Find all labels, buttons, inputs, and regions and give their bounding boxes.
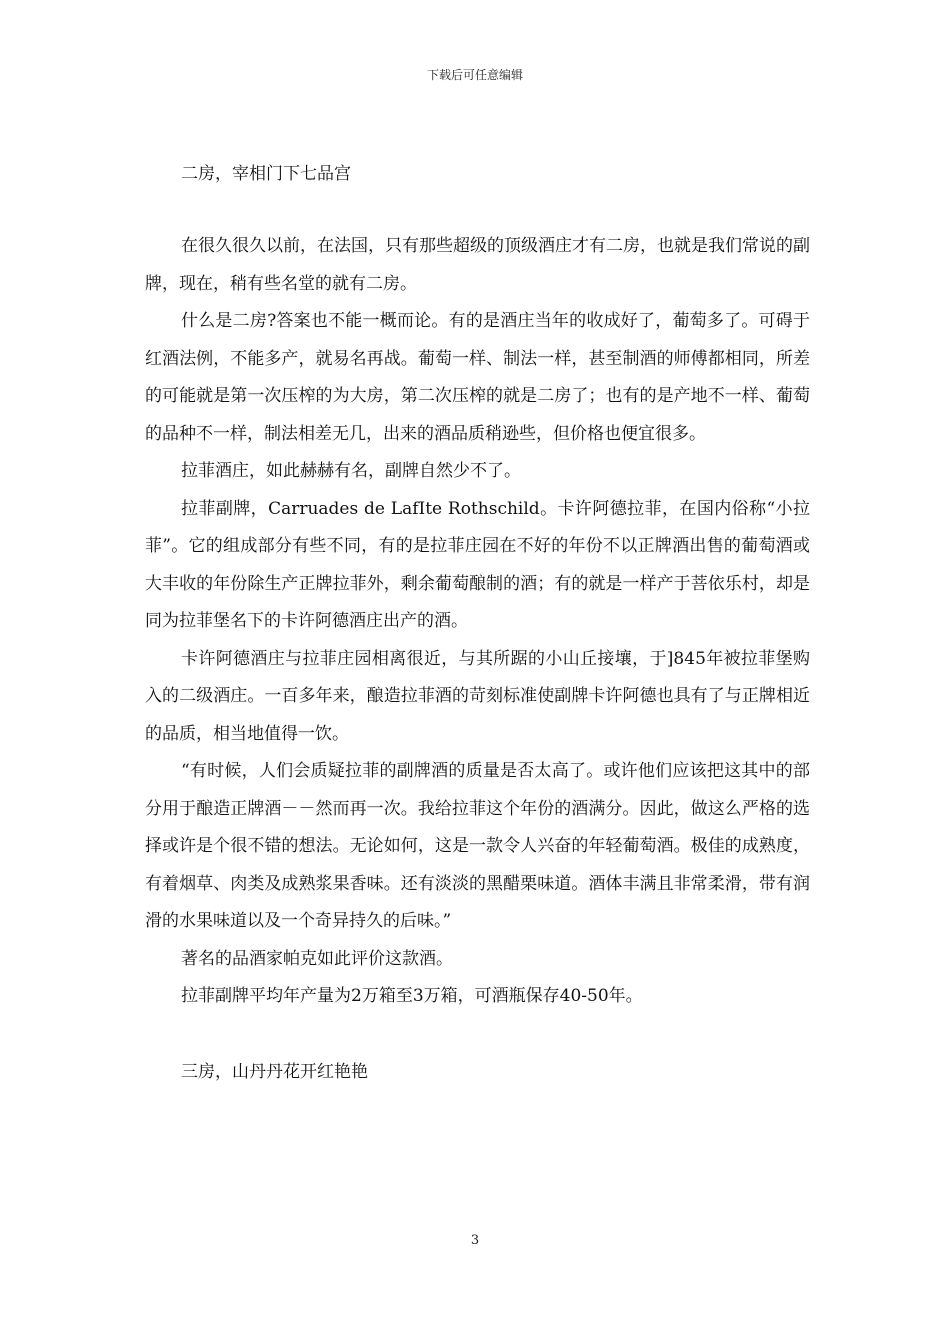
quote-paragraph: “有时候，人们会质疑拉菲的副牌酒的质量是否太高了。或许他们应该把这其中的部分用于酿造正牌酒－－然而再一次。我给拉菲这个年份的酒满分。因此，做这么严格的选择或许是个很不错的想法。无论如何，这是一款令人兴奋的年轻葡萄酒。极佳的成熟度，有着烟草、肉类及成熟浆果香味。还有淡淡的黑醋栗味道。酒体丰满且非常柔滑，带有润滑的水果味道以及一个奇异持久的后味。” xyxy=(145,761,810,931)
paragraph: 在很久很久以前，在法国，只有那些超级的顶级酒庄才有二房，也就是我们常说的副牌，现在，稍有些名堂的就有二房。 xyxy=(145,236,810,294)
paragraph: 著名的品酒家帕克如此评价这款酒。 xyxy=(181,948,453,969)
section-heading-third-label: 三房，山丹丹花开红艳艳 xyxy=(181,1061,368,1082)
page-header: 下载后可任意编辑 xyxy=(426,68,523,82)
paragraph: 拉菲酒庄，如此赫赫有名，副牌自然少不了。 xyxy=(181,461,521,481)
section-heading-second-label: 二房，宰相门下七品宫 xyxy=(181,164,351,184)
page-number: 3 xyxy=(470,1233,480,1248)
paragraph: 拉菲副牌平均年产量为2万箱至3万箱，可酒瓶保存40-50年。 xyxy=(181,986,643,1006)
document-body xyxy=(145,156,810,1090)
paragraph: 什么是二房?答案也不能一概而论。有的是酒庄当年的收成好了，葡萄多了。可碍于红酒法例，不能多产，就易名再战。葡萄一样、制法一样，甚至制酒的师傅都相同，所差的可能就是第一次压榨的为大房，第二次压榨的就是二房了；也有的是产地不一样、葡萄的品种不一样，制法相差无几，出来的酒品质稍逊些，但价格也便宜很多。 xyxy=(145,311,810,444)
paragraph: 拉菲副牌，Carruades de LafIte Rothschild。卡许阿德拉菲，在国内俗称“小拉菲”。它的组成部分有些不同，有的是拉菲庄园在不好的年份不以正牌酒出售的葡萄酒或大丰收的年份除生产正牌拉菲外，剩余葡萄酿制的酒；有的就是一样产于菩依乐村，却是同为拉菲堡名下的卡许阿德酒庄出产的酒。 xyxy=(145,498,810,631)
paragraph: 卡许阿德酒庄与拉菲庄园相离很近，与其所踞的小山丘接壤，于]845年被拉菲堡购入的二级酒庄。一百多年来，酿造拉菲酒的苛刻标准使副牌卡许阿德也具有了与正牌相近的品质，相当地值得一饮。 xyxy=(145,648,810,744)
